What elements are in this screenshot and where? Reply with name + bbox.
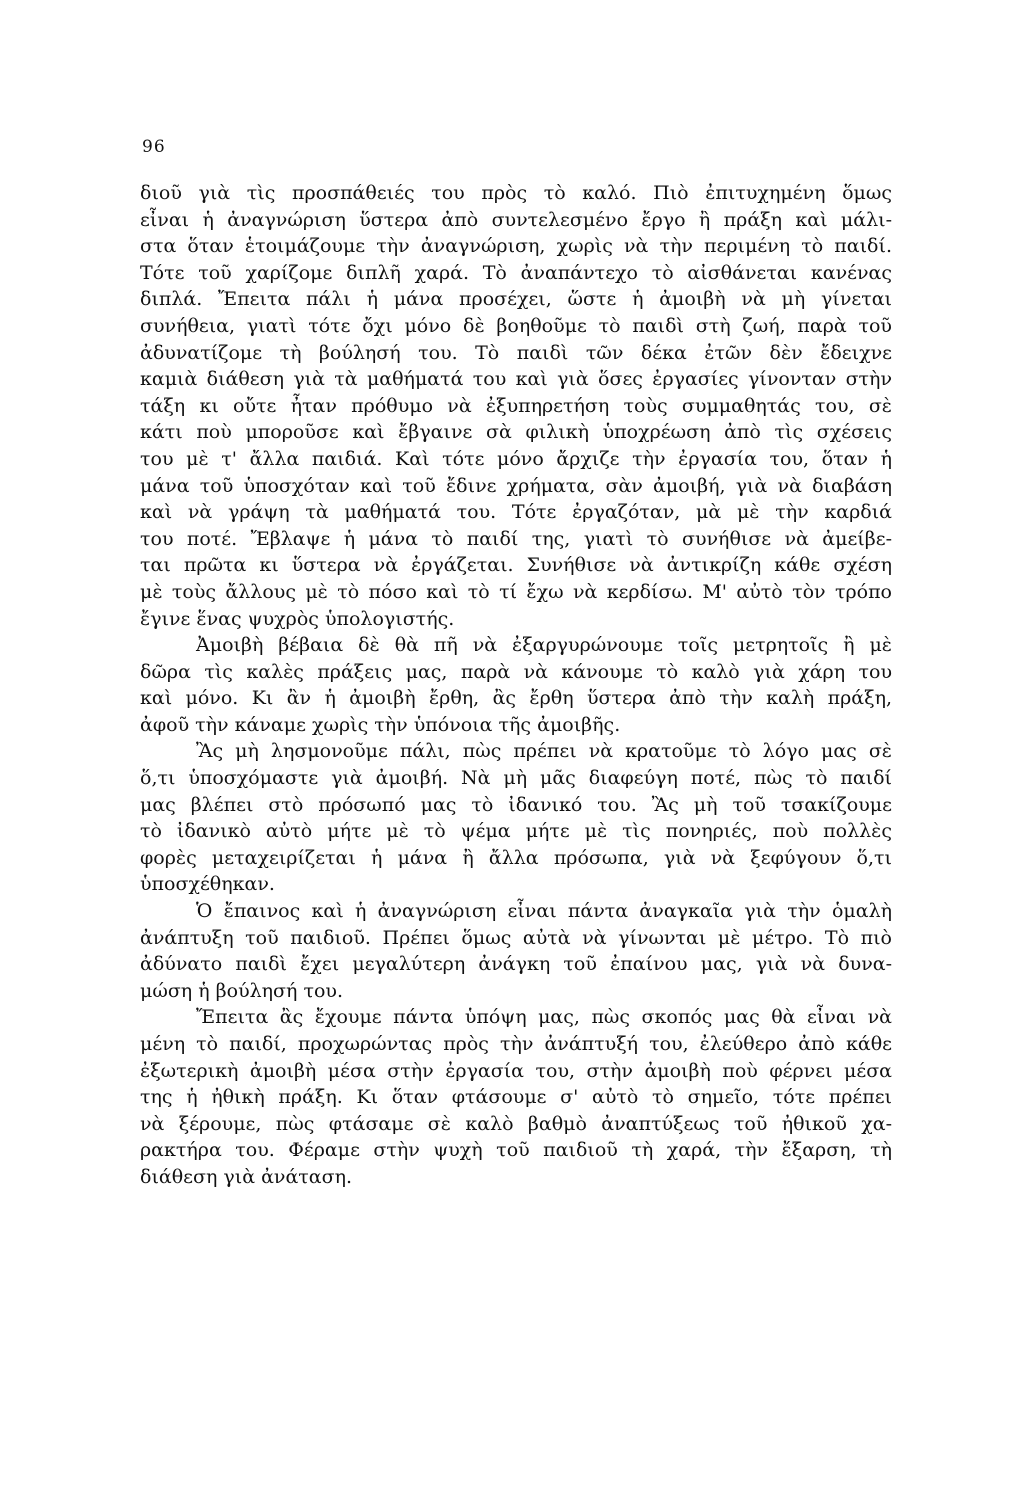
text-line: μώση ἡ βούλησή του.: [140, 979, 343, 1002]
paragraph: [140, 632, 892, 738]
text-line: του μὲ τ' ἄλλα παιδιά. Καὶ τότε μόνο ἄρχιζε τὴν ἐργασία του, ὅταν ἡ: [140, 447, 892, 470]
text-line: ὅ,τι ὑποσχόμαστε γιὰ ἀμοιβή. Νὰ μὴ μᾶς διαφεύγη ποτέ, πὼς τὸ παιδί: [140, 767, 892, 790]
paragraph: [140, 180, 892, 632]
text-line: Ἀμοιβὴ βέβαια δὲ θὰ πῆ νὰ ἐξαργυρώνουμε τοῖς μετρητοῖς ἢ μὲ: [196, 634, 892, 657]
text-line: ἔγινε ἕνας ψυχρὸς ὑπολογιστής.: [140, 607, 455, 630]
text-line: Τότε τοῦ χαρίζομε διπλῆ χαρά. Τὸ ἀναπάντεχο τὸ αἰσθάνεται κανένας: [140, 261, 892, 284]
text-line: δῶρα τὶς καλὲς πράξεις μας, παρὰ νὰ κάνουμε τὸ καλὸ γιὰ χάρη του: [140, 660, 892, 683]
text-line: ὑποσχέθηκαν.: [140, 873, 275, 896]
text-line: της ἡ ἠθικὴ πράξη. Κι ὅταν φτάσουμε σ' αὐτὸ τὸ σημεῖο, τότε πρέπει: [140, 1086, 892, 1109]
text-line: εἶναι ἡ ἀναγνώριση ὕστερα ἀπὸ συντελεσμένο ἔργο ἢ πράξη καὶ μάλι-: [140, 208, 892, 231]
text-line: μάνα τοῦ ὑποσχόταν καὶ τοῦ ἔδινε χρήματα, σὰν ἀμοιβή, γιὰ νὰ διαβάση: [140, 474, 892, 497]
body-text: [140, 180, 892, 1191]
text-line: μένη τὸ παιδί, προχωρώντας πρὸς τὴν ἀνάπτυξή του, ἐλεύθερο ἀπὸ κάθε: [140, 1033, 892, 1055]
text-line: καμιὰ διάθεση γιὰ τὰ μαθήματά του καὶ γιὰ ὅσες ἐργασίες γίνονταν στὴν: [140, 368, 892, 391]
text-line: ρακτήρα του. Φέραμε στὴν ψυχὴ τοῦ παιδιοῦ τὴ χαρά, τὴν ἔξαρση, τὴ: [140, 1139, 892, 1162]
text-line: ται πρῶτα κι ὕστερα νὰ ἐργάζεται. Συνήθισε νὰ ἀντικρίζη κάθε σχέση: [140, 554, 892, 577]
text-line: ἐξωτερικὴ ἀμοιβὴ μέσα στὴν ἐργασία του, στὴν ἀμοιβὴ ποὺ φέρνει μέσα: [140, 1059, 892, 1082]
text-line: ἀφοῦ τὴν κάναμε χωρὶς τὴν ὑπόνοια τῆς ἀμοιβῆς.: [140, 713, 621, 736]
text-line: στα ὅταν ἑτοιμάζουμε τὴν ἀναγνώριση, χωρὶς νὰ τὴν περιμένη τὸ παιδί.: [140, 235, 892, 258]
text-line: καὶ νὰ γράψη τὰ μαθήματά του. Τότε ἐργαζόταν, μὰ μὲ τὴν καρδιά: [140, 501, 892, 524]
text-line: Ὁ ἔπαινος καὶ ἡ ἀναγνώριση εἶναι πάντα ἀναγκαῖα γιὰ τὴν ὁμαλὴ: [196, 900, 892, 923]
text-line: διπλά. Ἔπειτα πάλι ἡ μάνα προσέχει, ὥστε ἡ ἀμοιβὴ νὰ μὴ γίνεται: [140, 288, 892, 311]
page-number: 96: [142, 137, 166, 157]
paragraph: [140, 898, 892, 1004]
text-line: συνήθεια, γιατὶ τότε ὄχι μόνο δὲ βοηθοῦμε τὸ παιδὶ στὴ ζωή, παρὰ τοῦ: [140, 314, 892, 337]
text-line: Ἂς μὴ λησμονοῦμε πάλι, πὼς πρέπει νὰ κρατοῦμε τὸ λόγο μας σὲ: [196, 740, 892, 763]
text-line: νὰ ξέρουμε, πὼς φτάσαμε σὲ καλὸ βαθμὸ ἀναπτύξεως τοῦ ἠθικοῦ χα-: [140, 1112, 892, 1135]
text-line: μας βλέπει στὸ πρόσωπό μας τὸ ἰδανικό του. Ἂς μὴ τοῦ τσακίζουμε: [140, 793, 892, 816]
text-line: φορὲς μεταχειρίζεται ἡ μάνα ἢ ἄλλα πρόσωπα, γιὰ νὰ ξεφύγουν ὅ,τι: [140, 846, 892, 869]
text-line: διοῦ γιὰ τὶς προσπάθειές του πρὸς τὸ καλό. Πιὸ ἐπιτυχημένη ὅμως: [140, 182, 892, 204]
text-line: μὲ τοὺς ἄλλους μὲ τὸ πόσο καὶ τὸ τί ἔχω νὰ κερδίσω. Μ' αὐτὸ τὸν τρόπο: [140, 580, 892, 603]
text-line: του ποτέ. Ἔβλαψε ἡ μάνα τὸ παιδί της, γιατὶ τὸ συνήθισε νὰ ἀμείβε-: [140, 527, 892, 550]
paragraph: [140, 738, 892, 898]
text-line: ἀδυνατίζομε τὴ βούλησή του. Τὸ παιδὶ τῶν δέκα ἐτῶν δὲν ἔδειχνε: [140, 341, 892, 364]
text-line: καὶ μόνο. Κι ἂν ἡ ἀμοιβὴ ἔρθη, ἂς ἔρθη ὕστερα ἀπὸ τὴν καλὴ πράξη,: [140, 687, 892, 710]
text-line: ἀνάπτυξη τοῦ παιδιοῦ. Πρέπει ὅμως αὐτὰ νὰ γίνωνται μὲ μέτρο. Τὸ πιὸ: [140, 926, 892, 949]
text-line: Ἔπειτα ἂς ἔχουμε πάντα ὑπόψη μας, πὼς σκοπός μας θὰ εἶναι νὰ: [196, 1006, 892, 1029]
paragraph: [140, 1004, 892, 1190]
text-line: ἀδύνατο παιδὶ ἔχει μεγαλύτερη ἀνάγκη τοῦ ἐπαίνου μας, γιὰ νὰ δυνα-: [140, 953, 892, 976]
text-line: διάθεση γιὰ ἀνάταση.: [140, 1165, 353, 1188]
text-line: κάτι ποὺ μποροῦσε καὶ ἔβγαινε σὰ φιλικὴ ὑποχρέωση ἀπὸ τὶς σχέσεις: [140, 421, 892, 444]
text-line: τὸ ἰδανικὸ αὐτὸ μήτε μὲ τὸ ψέμα μήτε μὲ τὶς πονηριές, ποὺ πολλὲς: [140, 820, 892, 843]
text-line: τάξη κι οὔτε ἦταν πρόθυμο νὰ ἐξυπηρετήση τοὺς συμμαθητάς του, σὲ: [140, 394, 892, 417]
